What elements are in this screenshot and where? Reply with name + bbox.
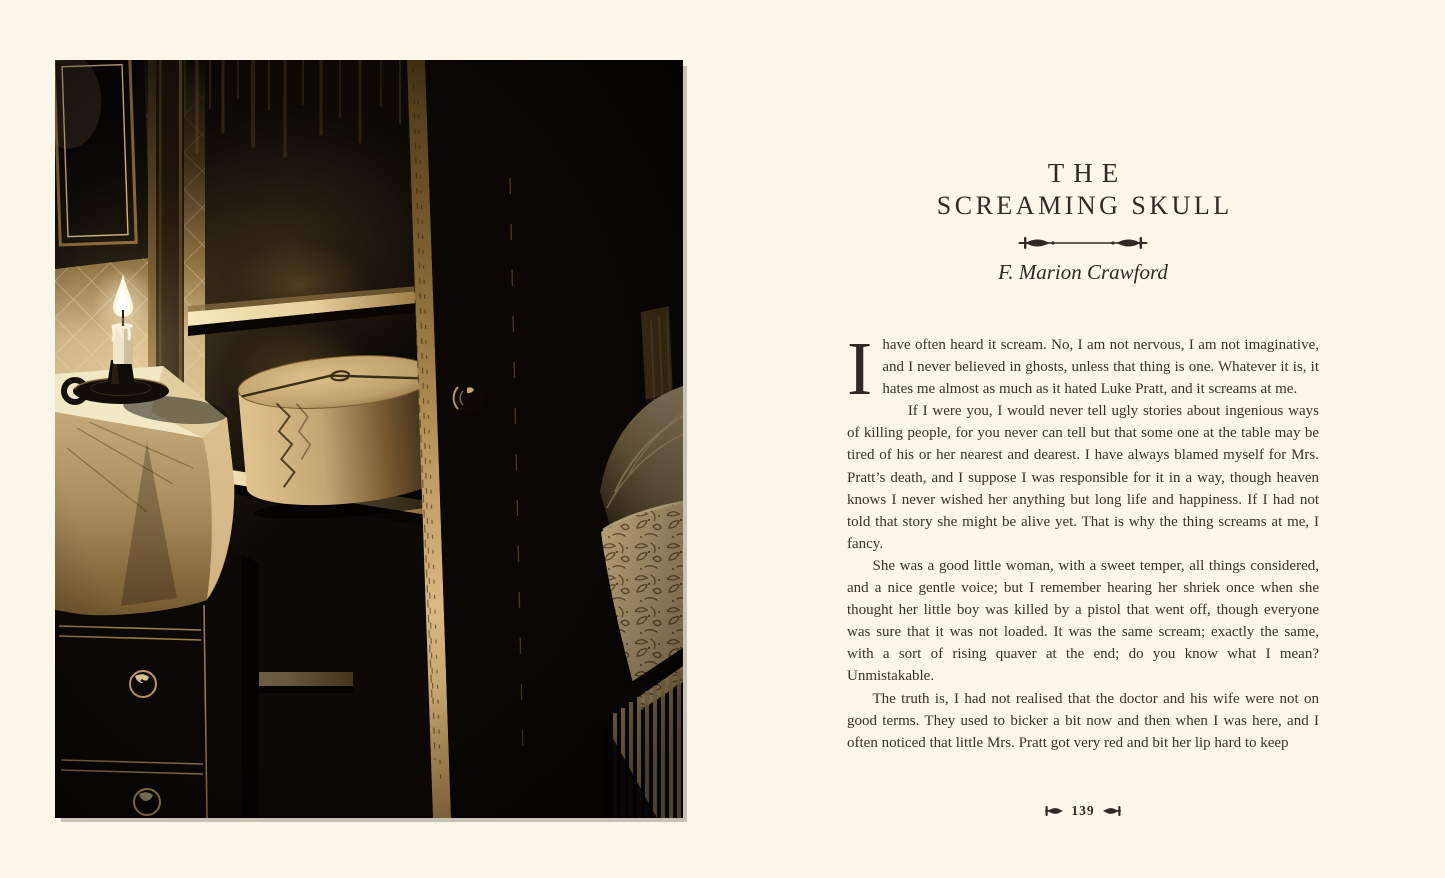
- paragraph: The truth is, I had not realised that the doctor and his wife were not on good terms. They used to bicker a bit now and then when I was here, and I often noticed that little Mrs. Pratt got very red and bit her lip hard to keep: [847, 690, 1319, 751]
- page-number: 139: [1071, 803, 1095, 818]
- author-name: F. Marion Crawford: [998, 260, 1168, 284]
- paragraph: [847, 327, 1319, 411]
- illustration-candlelit-bedroom: [55, 60, 683, 818]
- paragraph-text: have often heard it scream. No, I am not nervous, I am not imaginative, and I never believed in ghosts, unless that thing is one. Whatever it is, it hates me almost as much as it hated Luke Pratt, and it screams at me.: [882, 337, 1319, 398]
- chapter-title-line2: SCREAMING SKULL: [936, 191, 1233, 220]
- page-number-block: [846, 803, 1320, 819]
- story-text: [847, 327, 1319, 754]
- paragraph: She was a good little woman, with a sweet temper, all things considered, and a nice gentle voice; but I remember hearing her shriek once when she thought her little boy was killed by a pistol that went off, though everyone was sure that it was not loaded. It was the same scream; exactly the same, with a sort of rising quaver at the end; do you know what I mean? Unmistakable.: [847, 557, 1319, 685]
- vignette-overlay: [55, 60, 683, 818]
- chapter-text-page: [846, 0, 1320, 878]
- divider-rule-icon: [1017, 236, 1149, 250]
- page-number-ornament-left-icon: [1045, 805, 1064, 817]
- drop-cap: I: [847, 327, 873, 411]
- paragraph: If I were you, I would never tell ugly stories about ingenious ways of killing people, for you never can tell but that some one at the table may be tired of his or her nearest and dearest. I have always blamed myself for Mrs. Pratt’s death, and I suppose I was responsible for it in a way, though heaven knows I never wished her anything but long life and happiness. If I had not told that story she might be alive yet. That is why the thing screams at me, I fancy.: [847, 403, 1319, 552]
- chapter-title-line1: THE: [1047, 158, 1128, 188]
- page-number-ornament-right-icon: [1102, 805, 1121, 817]
- ornament-divider: [846, 236, 1320, 250]
- illustration-canvas: [55, 60, 683, 818]
